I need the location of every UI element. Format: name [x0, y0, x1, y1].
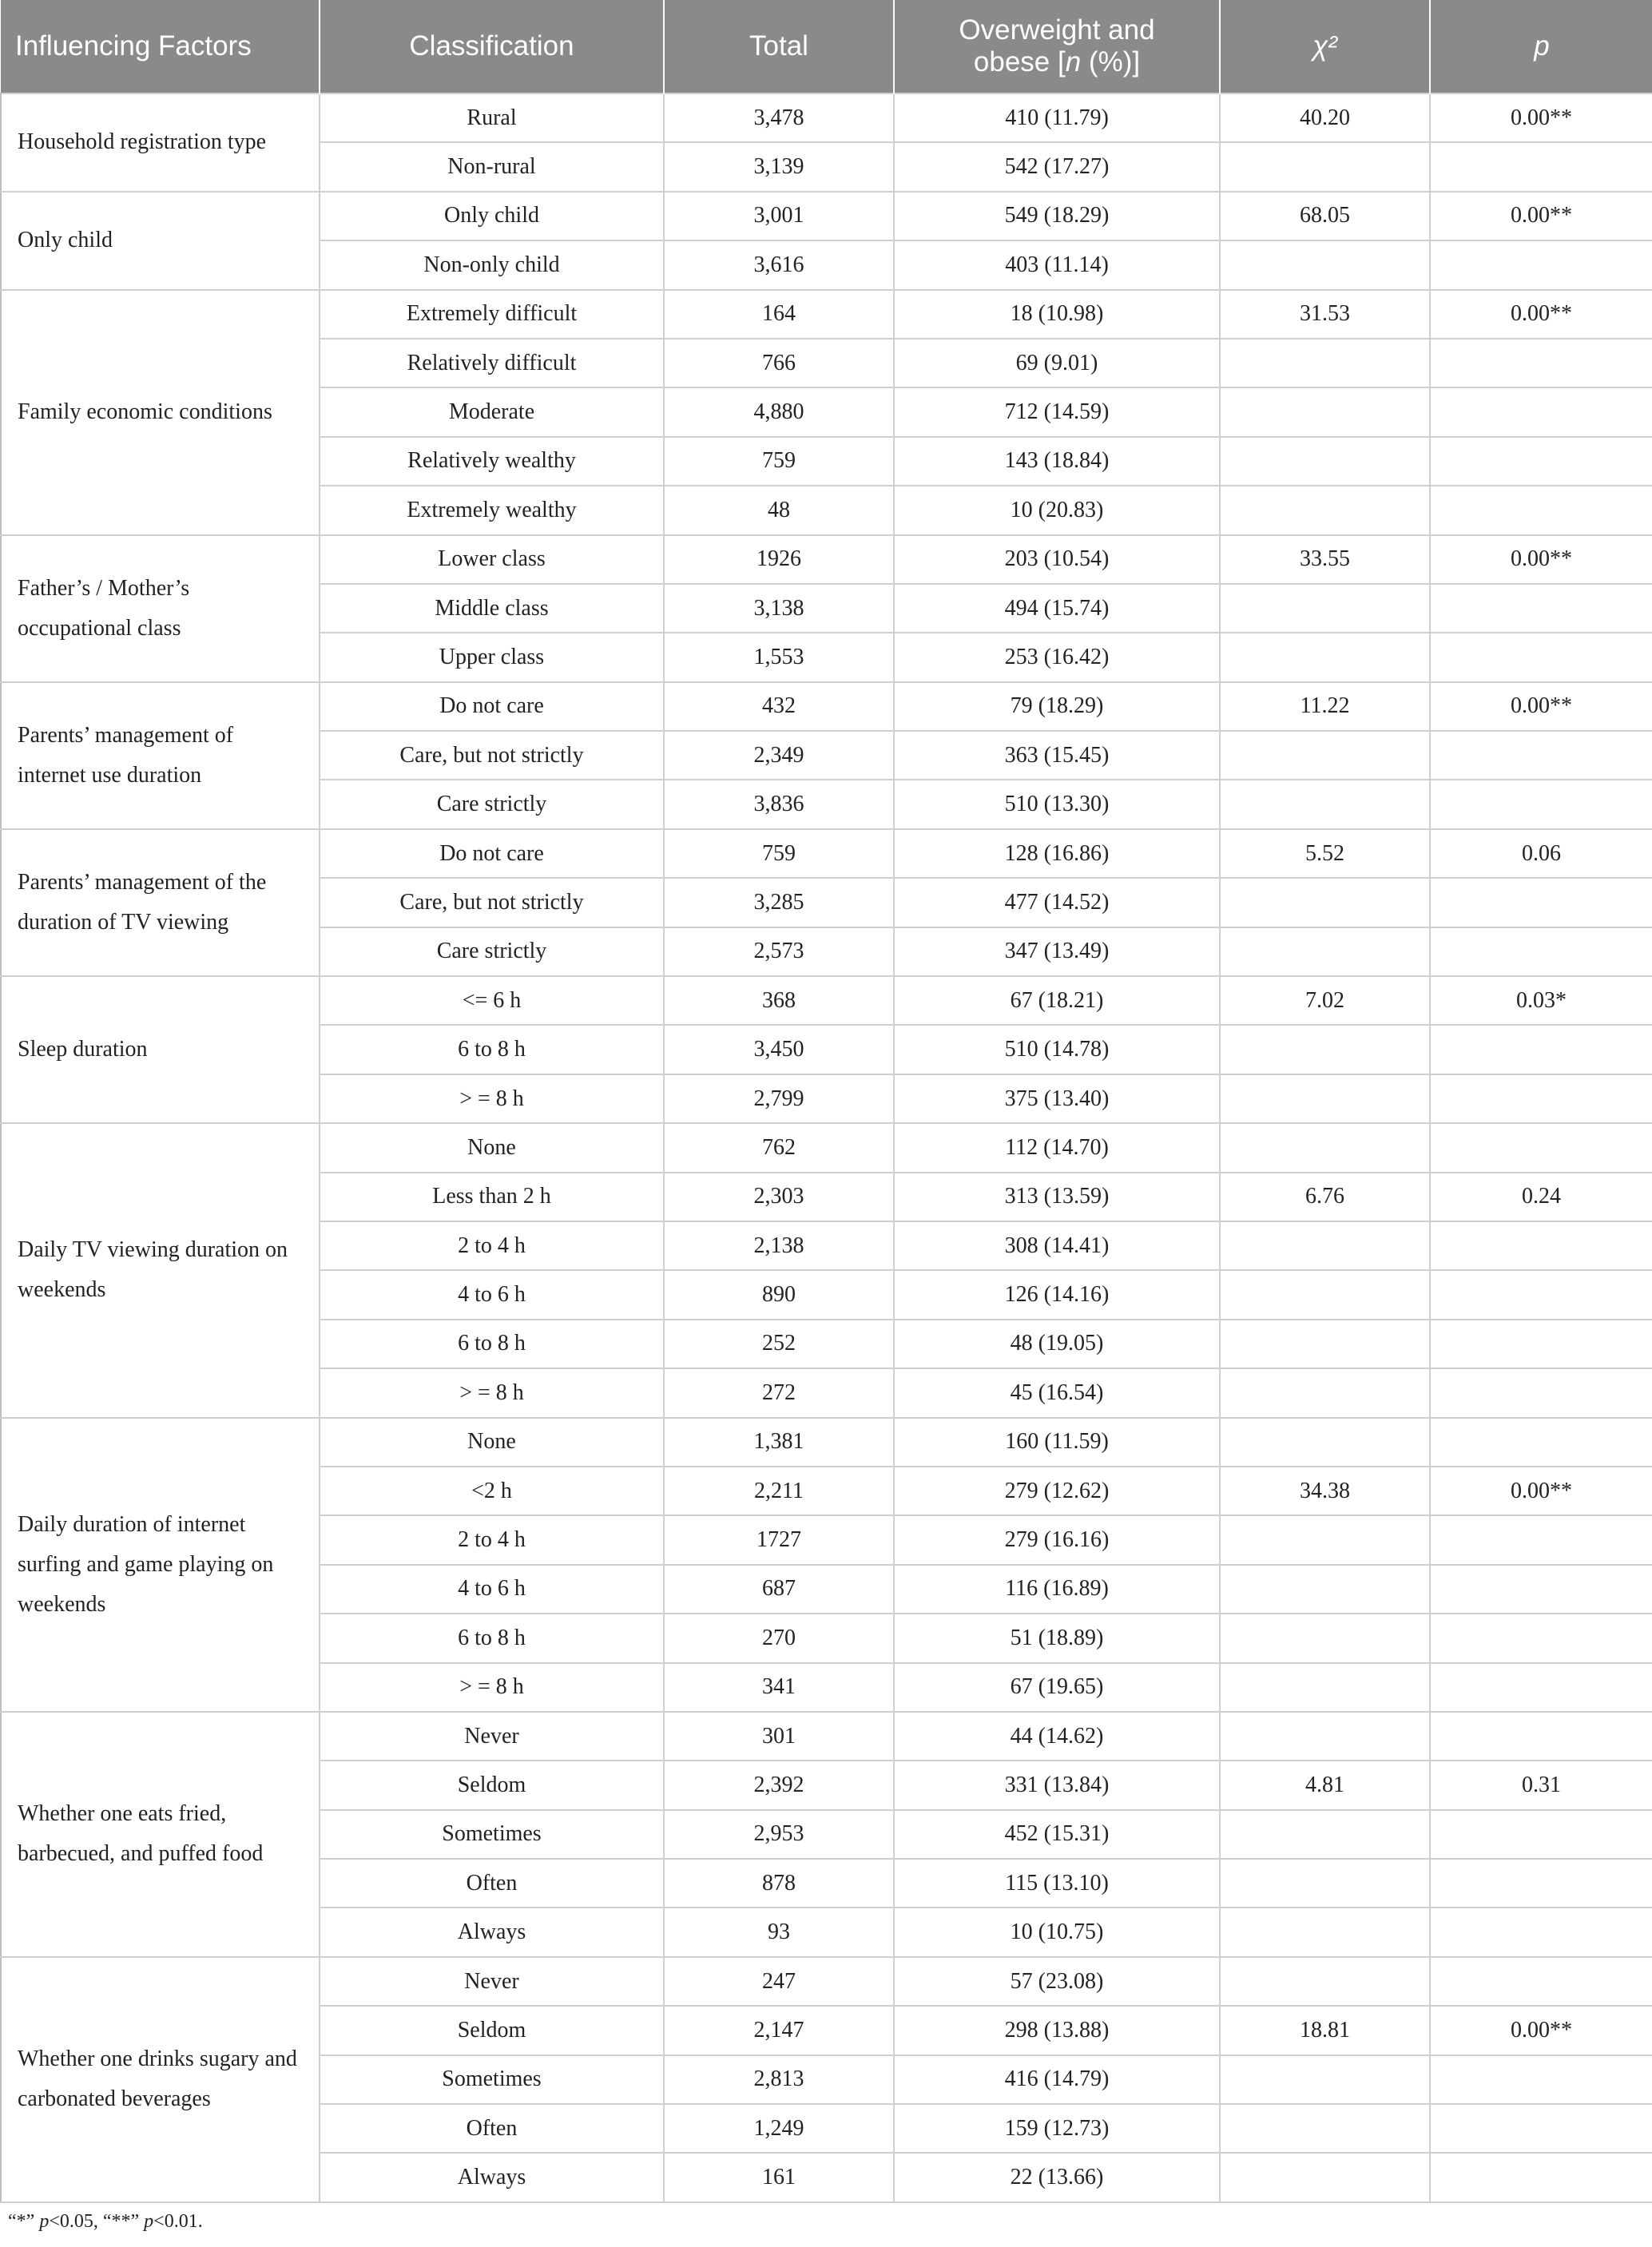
table-row: [1, 93, 1652, 142]
factor-cell: Whether one drinks sugary and carbonated beverages: [1, 1957, 320, 2202]
chi-square-cell: [1220, 2104, 1430, 2153]
p-value-cell: [1430, 1515, 1652, 1564]
header-overweight-obese: Overweight and obese [n (%)]: [894, 0, 1220, 93]
footnote-marker-1: “*”: [8, 2211, 35, 2232]
chi-square-cell: [1220, 878, 1430, 927]
total-cell: 2,303: [664, 1173, 894, 1221]
p-value-cell: [1430, 2104, 1652, 2153]
overweight-cell: 279 (16.16): [894, 1515, 1220, 1564]
classification-cell: Sometimes: [320, 1810, 664, 1859]
factor-cell: Whether one eats fried, barbecued, and puffed food: [1, 1712, 320, 1957]
overweight-cell: 331 (13.84): [894, 1761, 1220, 1809]
p-value-cell: [1430, 1320, 1652, 1368]
classification-cell: Middle class: [320, 584, 664, 633]
overweight-cell: 298 (13.88): [894, 2006, 1220, 2054]
classification-cell: Lower class: [320, 535, 664, 584]
chi-square-cell: 11.22: [1220, 682, 1430, 731]
total-cell: 766: [664, 339, 894, 387]
classification-cell: Do not care: [320, 682, 664, 731]
table-row: [1, 1712, 1652, 1761]
classification-cell: Sometimes: [320, 2055, 664, 2104]
factor-cell: Daily TV viewing duration on weekends: [1, 1123, 320, 1417]
classification-cell: 4 to 6 h: [320, 1270, 664, 1319]
classification-cell: Care, but not strictly: [320, 731, 664, 780]
p-value-cell: [1430, 240, 1652, 289]
total-cell: 759: [664, 829, 894, 878]
classification-cell: None: [320, 1418, 664, 1467]
classification-cell: Always: [320, 1908, 664, 1956]
factor-cell: Only child: [1, 192, 320, 290]
chi-square-cell: [1220, 1810, 1430, 1859]
total-cell: 1926: [664, 535, 894, 584]
classification-cell: Always: [320, 2153, 664, 2201]
chi-square-cell: [1220, 1859, 1430, 1908]
chi-square-cell: [1220, 437, 1430, 486]
footnote-threshold-2: <0.01.: [153, 2211, 203, 2232]
p-value-cell: 0.00**: [1430, 535, 1652, 584]
chi-square-cell: 68.05: [1220, 192, 1430, 240]
p-value-cell: [1430, 927, 1652, 976]
chi-square-cell: 5.52: [1220, 829, 1430, 878]
header-row: [1, 0, 1652, 93]
table-row: [1, 290, 1652, 339]
p-value-cell: [1430, 2055, 1652, 2104]
p-value-cell: [1430, 387, 1652, 436]
p-value-cell: 0.06: [1430, 829, 1652, 878]
overweight-cell: 375 (13.40): [894, 1074, 1220, 1123]
p-value-cell: [1430, 1810, 1652, 1859]
overweight-cell: 159 (12.73): [894, 2104, 1220, 2153]
classification-cell: Extremely difficult: [320, 290, 664, 339]
chi-square-cell: 7.02: [1220, 976, 1430, 1025]
classification-cell: 6 to 8 h: [320, 1320, 664, 1368]
classification-cell: Only child: [320, 192, 664, 240]
overweight-cell: 494 (15.74): [894, 584, 1220, 633]
total-cell: 890: [664, 1270, 894, 1319]
table-row: [1, 1418, 1652, 1467]
chi-square-cell: [1220, 387, 1430, 436]
classification-cell: Relatively wealthy: [320, 437, 664, 486]
total-cell: 1,249: [664, 2104, 894, 2153]
table-row: [1, 829, 1652, 878]
classification-cell: Non-rural: [320, 142, 664, 191]
total-cell: 301: [664, 1712, 894, 1761]
overweight-cell: 10 (20.83): [894, 486, 1220, 534]
chi-square-cell: [1220, 1270, 1430, 1319]
total-cell: 93: [664, 1908, 894, 1956]
header-classification: Classification: [320, 0, 664, 93]
classification-cell: Seldom: [320, 1761, 664, 1809]
classification-cell: Care, but not strictly: [320, 878, 664, 927]
footnote-p-1: p: [39, 2211, 50, 2232]
total-cell: 3,285: [664, 878, 894, 927]
chi-square-cell: [1220, 1614, 1430, 1662]
footnote: [8, 2211, 203, 2233]
total-cell: 368: [664, 976, 894, 1025]
p-value-cell: [1430, 1221, 1652, 1270]
total-cell: 252: [664, 1320, 894, 1368]
p-value-cell: [1430, 1270, 1652, 1319]
factor-cell: Father’s / Mother’s occupational class: [1, 535, 320, 682]
header-influencing-factors: Influencing Factors: [1, 0, 320, 93]
overweight-cell: 18 (10.98): [894, 290, 1220, 339]
chi-square-cell: [1220, 486, 1430, 534]
table-row: [1, 192, 1652, 240]
p-value-cell: [1430, 142, 1652, 191]
overweight-cell: 203 (10.54): [894, 535, 1220, 584]
p-value-cell: 0.31: [1430, 1761, 1652, 1809]
total-cell: 3,450: [664, 1025, 894, 1074]
overweight-cell: 477 (14.52): [894, 878, 1220, 927]
total-cell: 3,139: [664, 142, 894, 191]
classification-cell: Care strictly: [320, 780, 664, 828]
overweight-cell: 308 (14.41): [894, 1221, 1220, 1270]
classification-cell: 2 to 4 h: [320, 1515, 664, 1564]
total-cell: 1,381: [664, 1418, 894, 1467]
table-row: [1, 1957, 1652, 2006]
classification-cell: Never: [320, 1712, 664, 1761]
classification-cell: Seldom: [320, 2006, 664, 2054]
overweight-cell: 67 (18.21): [894, 976, 1220, 1025]
overweight-cell: 57 (23.08): [894, 1957, 1220, 2006]
total-cell: 2,799: [664, 1074, 894, 1123]
chi-square-cell: [1220, 1515, 1430, 1564]
p-value-cell: 0.00**: [1430, 2006, 1652, 2054]
table-row: [1, 976, 1652, 1025]
factor-cell: Daily duration of internet surfing and game playing on weekends: [1, 1418, 320, 1712]
overweight-cell: 48 (19.05): [894, 1320, 1220, 1368]
chi-square-cell: [1220, 1074, 1430, 1123]
chi-square-cell: [1220, 1221, 1430, 1270]
overweight-cell: 22 (13.66): [894, 2153, 1220, 2201]
overweight-cell: 69 (9.01): [894, 339, 1220, 387]
total-cell: 687: [664, 1565, 894, 1614]
p-value-cell: [1430, 1074, 1652, 1123]
classification-cell: > = 8 h: [320, 1074, 664, 1123]
classification-cell: 6 to 8 h: [320, 1025, 664, 1074]
total-cell: 432: [664, 682, 894, 731]
footnote-marker-2: “**”: [102, 2211, 140, 2232]
p-value-cell: [1430, 1418, 1652, 1467]
overweight-cell: 10 (10.75): [894, 1908, 1220, 1956]
total-cell: 3,836: [664, 780, 894, 828]
classification-cell: 2 to 4 h: [320, 1221, 664, 1270]
p-value-cell: [1430, 486, 1652, 534]
p-value-cell: 0.00**: [1430, 93, 1652, 142]
chi-square-cell: 33.55: [1220, 535, 1430, 584]
chi-square-cell: [1220, 927, 1430, 976]
total-cell: 3,616: [664, 240, 894, 289]
classification-cell: Rural: [320, 93, 664, 142]
p-value-cell: 0.24: [1430, 1173, 1652, 1221]
total-cell: 2,211: [664, 1467, 894, 1515]
total-cell: 48: [664, 486, 894, 534]
p-value-cell: 0.00**: [1430, 290, 1652, 339]
chi-square-cell: [1220, 1418, 1430, 1467]
total-cell: 878: [664, 1859, 894, 1908]
factor-cell: Sleep duration: [1, 976, 320, 1123]
overweight-cell: 549 (18.29): [894, 192, 1220, 240]
p-value-cell: [1430, 1859, 1652, 1908]
total-cell: 164: [664, 290, 894, 339]
classification-cell: None: [320, 1123, 664, 1172]
total-cell: 3,138: [664, 584, 894, 633]
chi-square-cell: [1220, 1957, 1430, 2006]
classification-cell: 4 to 6 h: [320, 1565, 664, 1614]
total-cell: 270: [664, 1614, 894, 1662]
chi-square-cell: [1220, 1908, 1430, 1956]
chi-square-cell: 34.38: [1220, 1467, 1430, 1515]
chi-square-cell: [1220, 142, 1430, 191]
classification-cell: Non-only child: [320, 240, 664, 289]
p-value-cell: [1430, 1025, 1652, 1074]
p-value-cell: [1430, 584, 1652, 633]
total-cell: 2,573: [664, 927, 894, 976]
p-value-cell: [1430, 2153, 1652, 2201]
total-cell: 2,953: [664, 1810, 894, 1859]
classification-cell: Relatively difficult: [320, 339, 664, 387]
total-cell: 1,553: [664, 633, 894, 681]
overweight-cell: 44 (14.62): [894, 1712, 1220, 1761]
classification-cell: Care strictly: [320, 927, 664, 976]
overweight-cell: 313 (13.59): [894, 1173, 1220, 1221]
overweight-cell: 67 (19.65): [894, 1663, 1220, 1712]
chi-square-cell: [1220, 1025, 1430, 1074]
p-value-cell: [1430, 731, 1652, 780]
overweight-cell: 112 (14.70): [894, 1123, 1220, 1172]
chi-square-cell: [1220, 240, 1430, 289]
total-cell: 1727: [664, 1515, 894, 1564]
footnote-p-2: p: [144, 2211, 154, 2232]
table-row: [1, 535, 1652, 584]
classification-cell: Extremely wealthy: [320, 486, 664, 534]
header-total: Total: [664, 0, 894, 93]
p-value-cell: [1430, 1614, 1652, 1662]
total-cell: 3,478: [664, 93, 894, 142]
overweight-cell: 143 (18.84): [894, 437, 1220, 486]
p-value-cell: [1430, 633, 1652, 681]
total-cell: 762: [664, 1123, 894, 1172]
overweight-cell: 410 (11.79): [894, 93, 1220, 142]
chi-square-cell: [1220, 1320, 1430, 1368]
p-value-cell: 0.03*: [1430, 976, 1652, 1025]
p-value-cell: [1430, 1957, 1652, 2006]
p-value-cell: [1430, 1368, 1652, 1417]
classification-cell: > = 8 h: [320, 1663, 664, 1712]
overweight-cell: 45 (16.54): [894, 1368, 1220, 1417]
p-value-cell: 0.00**: [1430, 1467, 1652, 1515]
p-value-cell: [1430, 780, 1652, 828]
p-value-cell: [1430, 1712, 1652, 1761]
p-value-cell: 0.00**: [1430, 682, 1652, 731]
overweight-cell: 160 (11.59): [894, 1418, 1220, 1467]
table-body: [1, 93, 1652, 2202]
header-p-value: p: [1430, 0, 1652, 93]
total-cell: 272: [664, 1368, 894, 1417]
p-value-cell: [1430, 1663, 1652, 1712]
p-value-cell: 0.00**: [1430, 192, 1652, 240]
overweight-cell: 510 (13.30): [894, 780, 1220, 828]
chi-square-cell: 31.53: [1220, 290, 1430, 339]
overweight-cell: 510 (14.78): [894, 1025, 1220, 1074]
p-value-cell: [1430, 1565, 1652, 1614]
total-cell: 4,880: [664, 387, 894, 436]
chi-square-cell: [1220, 339, 1430, 387]
table-row: [1, 682, 1652, 731]
overweight-cell: 116 (16.89): [894, 1565, 1220, 1614]
overweight-cell: 253 (16.42): [894, 633, 1220, 681]
classification-cell: Upper class: [320, 633, 664, 681]
chi-square-cell: [1220, 1123, 1430, 1172]
chi-square-cell: [1220, 1565, 1430, 1614]
p-value-cell: [1430, 878, 1652, 927]
classification-cell: 6 to 8 h: [320, 1614, 664, 1662]
total-cell: 2,147: [664, 2006, 894, 2054]
overweight-cell: 79 (18.29): [894, 682, 1220, 731]
overweight-cell: 115 (13.10): [894, 1859, 1220, 1908]
classification-cell: > = 8 h: [320, 1368, 664, 1417]
factor-cell: Household registration type: [1, 93, 320, 192]
total-cell: 759: [664, 437, 894, 486]
chi-square-cell: [1220, 1368, 1430, 1417]
overweight-cell: 403 (11.14): [894, 240, 1220, 289]
chi-square-cell: 40.20: [1220, 93, 1430, 142]
chi-square-cell: 4.81: [1220, 1761, 1430, 1809]
factor-cell: Family economic conditions: [1, 290, 320, 535]
overweight-cell: 279 (12.62): [894, 1467, 1220, 1515]
classification-cell: Often: [320, 1859, 664, 1908]
p-value-cell: [1430, 1123, 1652, 1172]
total-cell: 2,349: [664, 731, 894, 780]
chi-square-cell: [1220, 2055, 1430, 2104]
total-cell: 161: [664, 2153, 894, 2201]
overweight-cell: 347 (13.49): [894, 927, 1220, 976]
overweight-cell: 128 (16.86): [894, 829, 1220, 878]
factor-cell: Parents’ management of the duration of TV viewing: [1, 829, 320, 976]
chi-square-cell: 18.81: [1220, 2006, 1430, 2054]
total-cell: 247: [664, 1957, 894, 2006]
chi-square-cell: [1220, 1712, 1430, 1761]
total-cell: 3,001: [664, 192, 894, 240]
footnote-threshold-1: <0.05,: [49, 2211, 103, 2232]
overweight-cell: 51 (18.89): [894, 1614, 1220, 1662]
chi-square-cell: 6.76: [1220, 1173, 1430, 1221]
chi-square-cell: [1220, 1663, 1430, 1712]
total-cell: 2,813: [664, 2055, 894, 2104]
factor-cell: Parents’ management of internet use duration: [1, 682, 320, 829]
total-cell: 341: [664, 1663, 894, 1712]
total-cell: 2,138: [664, 1221, 894, 1270]
classification-cell: Often: [320, 2104, 664, 2153]
p-value-cell: [1430, 437, 1652, 486]
classification-cell: Do not care: [320, 829, 664, 878]
overweight-cell: 452 (15.31): [894, 1810, 1220, 1859]
header-chi-square: χ²: [1220, 0, 1430, 93]
chi-square-cell: [1220, 584, 1430, 633]
overweight-cell: 363 (15.45): [894, 731, 1220, 780]
classification-cell: <= 6 h: [320, 976, 664, 1025]
chi-square-cell: [1220, 2153, 1430, 2201]
p-value-cell: [1430, 339, 1652, 387]
overweight-cell: 712 (14.59): [894, 387, 1220, 436]
total-cell: 2,392: [664, 1761, 894, 1809]
classification-cell: <2 h: [320, 1467, 664, 1515]
overweight-cell: 126 (14.16): [894, 1270, 1220, 1319]
chi-square-cell: [1220, 633, 1430, 681]
chi-square-cell: [1220, 731, 1430, 780]
table-row: [1, 1123, 1652, 1172]
classification-cell: Never: [320, 1957, 664, 2006]
p-value-cell: [1430, 1908, 1652, 1956]
chi-square-cell: [1220, 780, 1430, 828]
overweight-cell: 542 (17.27): [894, 142, 1220, 191]
overweight-cell: 416 (14.79): [894, 2055, 1220, 2104]
classification-cell: Moderate: [320, 387, 664, 436]
classification-cell: Less than 2 h: [320, 1173, 664, 1221]
